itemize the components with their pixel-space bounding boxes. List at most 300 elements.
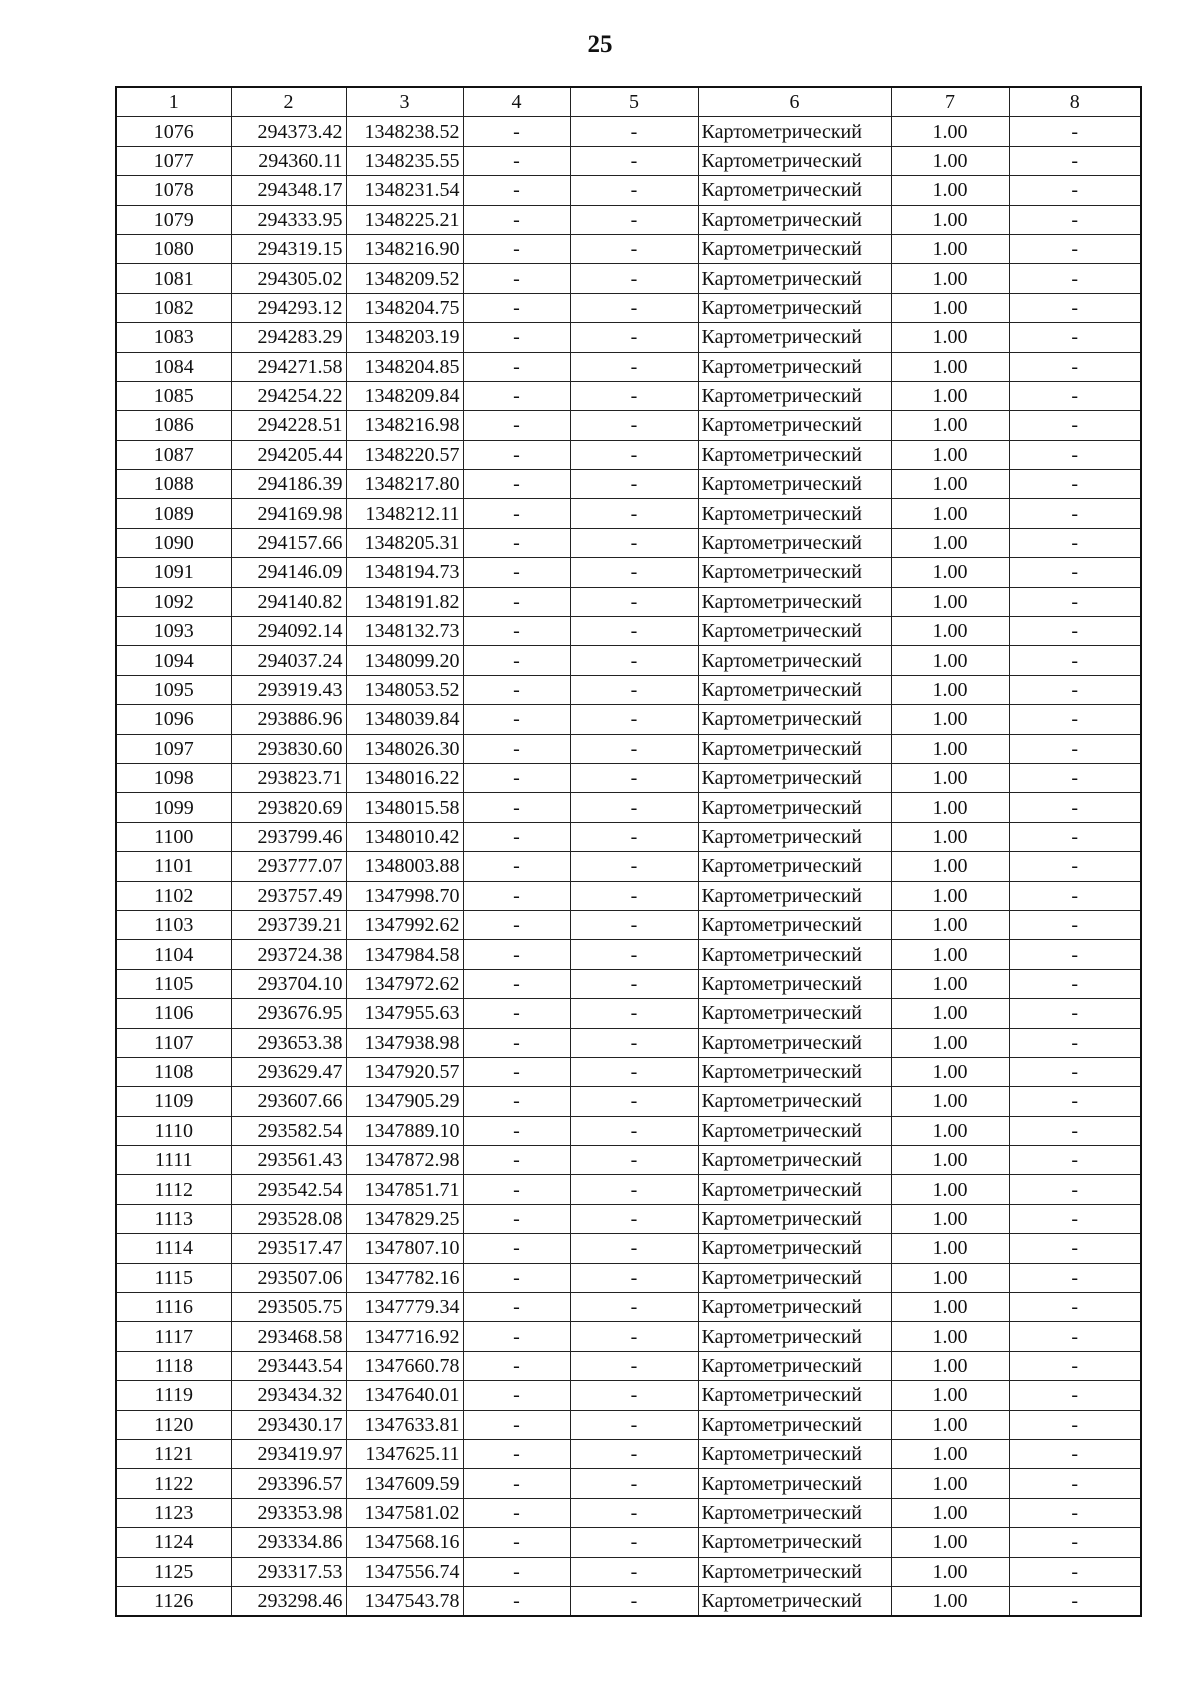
cell-coord-x: 294348.17 (231, 176, 346, 205)
cell-col-4: - (463, 646, 570, 675)
cell-col-4: - (463, 763, 570, 792)
table-row (116, 352, 1141, 381)
cell-col-4: - (463, 323, 570, 352)
cell-col-8: - (1009, 1028, 1141, 1057)
cell-coord-y: 1348220.57 (346, 440, 463, 469)
cell-coord-y: 1348231.54 (346, 176, 463, 205)
cell-point-number: 1098 (116, 763, 231, 792)
cell-col-8: - (1009, 617, 1141, 646)
cell-col-8: - (1009, 117, 1141, 146)
cell-accuracy: 1.00 (891, 1234, 1009, 1263)
cell-accuracy: 1.00 (891, 734, 1009, 763)
cell-col-4: - (463, 1116, 570, 1145)
cell-col-8: - (1009, 470, 1141, 499)
cell-coord-x: 293823.71 (231, 763, 346, 792)
cell-coord-x: 293419.97 (231, 1439, 346, 1468)
cell-coord-y: 1347998.70 (346, 881, 463, 910)
table-row (116, 1586, 1141, 1616)
cell-accuracy: 1.00 (891, 1087, 1009, 1116)
cell-method: Картометрический (698, 1410, 891, 1439)
cell-coord-y: 1348212.11 (346, 499, 463, 528)
cell-coord-x: 294146.09 (231, 558, 346, 587)
table-row (116, 558, 1141, 587)
cell-point-number: 1087 (116, 440, 231, 469)
cell-col-8: - (1009, 1439, 1141, 1468)
cell-coord-y: 1348225.21 (346, 205, 463, 234)
cell-point-number: 1100 (116, 822, 231, 851)
table-row (116, 1557, 1141, 1586)
cell-point-number: 1112 (116, 1175, 231, 1204)
cell-accuracy: 1.00 (891, 558, 1009, 587)
cell-coord-y: 1347992.62 (346, 910, 463, 939)
table-row (116, 264, 1141, 293)
cell-coord-y: 1347640.01 (346, 1381, 463, 1410)
cell-coord-x: 294228.51 (231, 411, 346, 440)
cell-point-number: 1111 (116, 1146, 231, 1175)
cell-point-number: 1090 (116, 528, 231, 557)
cell-coord-y: 1348204.85 (346, 352, 463, 381)
cell-method: Картометрический (698, 705, 891, 734)
cell-coord-x: 294319.15 (231, 234, 346, 263)
cell-coord-y: 1347568.16 (346, 1528, 463, 1557)
cell-coord-y: 1347889.10 (346, 1116, 463, 1145)
cell-col-8: - (1009, 1381, 1141, 1410)
cell-coord-x: 294305.02 (231, 264, 346, 293)
cell-method: Картометрический (698, 1204, 891, 1233)
cell-method: Картометрический (698, 1116, 891, 1145)
cell-coord-x: 293653.38 (231, 1028, 346, 1057)
cell-col-4: - (463, 881, 570, 910)
cell-col-4: - (463, 705, 570, 734)
cell-coord-y: 1347984.58 (346, 940, 463, 969)
cell-col-8: - (1009, 411, 1141, 440)
cell-accuracy: 1.00 (891, 411, 1009, 440)
cell-accuracy: 1.00 (891, 969, 1009, 998)
cell-coord-y: 1348132.73 (346, 617, 463, 646)
cell-coord-y: 1347581.02 (346, 1498, 463, 1527)
table-row (116, 1234, 1141, 1263)
cell-point-number: 1081 (116, 264, 231, 293)
cell-col-5: - (570, 117, 698, 146)
cell-coord-y: 1348003.88 (346, 852, 463, 881)
cell-accuracy: 1.00 (891, 1204, 1009, 1233)
cell-accuracy: 1.00 (891, 705, 1009, 734)
cell-col-8: - (1009, 910, 1141, 939)
cell-col-8: - (1009, 1087, 1141, 1116)
cell-col-8: - (1009, 1263, 1141, 1292)
cell-accuracy: 1.00 (891, 205, 1009, 234)
cell-col-8: - (1009, 705, 1141, 734)
column-header-1: 1 (116, 87, 231, 117)
cell-coord-x: 293739.21 (231, 910, 346, 939)
cell-col-8: - (1009, 528, 1141, 557)
cell-col-5: - (570, 1116, 698, 1145)
cell-col-4: - (463, 910, 570, 939)
cell-coord-y: 1347905.29 (346, 1087, 463, 1116)
cell-coord-y: 1347972.62 (346, 969, 463, 998)
table-row (116, 881, 1141, 910)
cell-method: Картометрический (698, 646, 891, 675)
cell-coord-y: 1347716.92 (346, 1322, 463, 1351)
cell-point-number: 1085 (116, 381, 231, 410)
cell-coord-y: 1347807.10 (346, 1234, 463, 1263)
cell-col-4: - (463, 1381, 570, 1410)
cell-col-5: - (570, 763, 698, 792)
cell-coord-x: 293757.49 (231, 881, 346, 910)
cell-accuracy: 1.00 (891, 117, 1009, 146)
cell-accuracy: 1.00 (891, 1351, 1009, 1380)
cell-col-4: - (463, 117, 570, 146)
cell-coord-y: 1348216.98 (346, 411, 463, 440)
cell-point-number: 1116 (116, 1293, 231, 1322)
cell-col-4: - (463, 293, 570, 322)
cell-coord-x: 293704.10 (231, 969, 346, 998)
cell-method: Картометрический (698, 793, 891, 822)
cell-coord-x: 293298.46 (231, 1586, 346, 1616)
cell-method: Картометрический (698, 675, 891, 704)
cell-accuracy: 1.00 (891, 852, 1009, 881)
cell-col-8: - (1009, 146, 1141, 175)
cell-col-5: - (570, 558, 698, 587)
cell-accuracy: 1.00 (891, 264, 1009, 293)
cell-coord-x: 293629.47 (231, 1057, 346, 1086)
table-row (116, 1028, 1141, 1057)
cell-col-8: - (1009, 940, 1141, 969)
cell-point-number: 1083 (116, 323, 231, 352)
table-row (116, 528, 1141, 557)
cell-coord-y: 1347779.34 (346, 1293, 463, 1322)
cell-coord-x: 293505.75 (231, 1293, 346, 1322)
cell-accuracy: 1.00 (891, 1028, 1009, 1057)
cell-col-8: - (1009, 264, 1141, 293)
cell-point-number: 1094 (116, 646, 231, 675)
cell-col-5: - (570, 1469, 698, 1498)
cell-col-5: - (570, 234, 698, 263)
cell-col-8: - (1009, 793, 1141, 822)
cell-col-5: - (570, 1234, 698, 1263)
cell-coord-x: 293468.58 (231, 1322, 346, 1351)
cell-method: Картометрический (698, 293, 891, 322)
table-row (116, 470, 1141, 499)
cell-coord-y: 1347633.81 (346, 1410, 463, 1439)
cell-col-4: - (463, 440, 570, 469)
cell-col-4: - (463, 528, 570, 557)
cell-col-4: - (463, 1528, 570, 1557)
cell-coord-x: 294092.14 (231, 617, 346, 646)
cell-col-8: - (1009, 675, 1141, 704)
cell-coord-x: 293820.69 (231, 793, 346, 822)
cell-col-8: - (1009, 234, 1141, 263)
cell-coord-y: 1348010.42 (346, 822, 463, 851)
cell-col-5: - (570, 1410, 698, 1439)
cell-accuracy: 1.00 (891, 352, 1009, 381)
cell-col-5: - (570, 734, 698, 763)
cell-coord-y: 1347920.57 (346, 1057, 463, 1086)
table-row (116, 1087, 1141, 1116)
cell-col-4: - (463, 969, 570, 998)
cell-col-8: - (1009, 999, 1141, 1028)
cell-col-5: - (570, 852, 698, 881)
cell-col-8: - (1009, 381, 1141, 410)
cell-accuracy: 1.00 (891, 1293, 1009, 1322)
cell-col-8: - (1009, 1586, 1141, 1616)
cell-col-5: - (570, 470, 698, 499)
cell-coord-y: 1348238.52 (346, 117, 463, 146)
cell-point-number: 1097 (116, 734, 231, 763)
table-row (116, 205, 1141, 234)
column-header-7: 7 (891, 87, 1009, 117)
cell-point-number: 1082 (116, 293, 231, 322)
cell-coord-x: 293919.43 (231, 675, 346, 704)
table-row (116, 411, 1141, 440)
cell-col-5: - (570, 1557, 698, 1586)
cell-point-number: 1106 (116, 999, 231, 1028)
cell-col-4: - (463, 146, 570, 175)
cell-col-5: - (570, 528, 698, 557)
cell-point-number: 1121 (116, 1439, 231, 1468)
table-row (116, 1528, 1141, 1557)
cell-col-5: - (570, 205, 698, 234)
cell-coord-x: 294333.95 (231, 205, 346, 234)
cell-accuracy: 1.00 (891, 881, 1009, 910)
cell-coord-y: 1347938.98 (346, 1028, 463, 1057)
cell-accuracy: 1.00 (891, 763, 1009, 792)
cell-accuracy: 1.00 (891, 1057, 1009, 1086)
cell-accuracy: 1.00 (891, 999, 1009, 1028)
cell-col-8: - (1009, 734, 1141, 763)
cell-col-8: - (1009, 293, 1141, 322)
table-row (116, 1146, 1141, 1175)
table-row (116, 176, 1141, 205)
cell-col-5: - (570, 1146, 698, 1175)
page-number: 25 (587, 31, 613, 58)
cell-col-5: - (570, 675, 698, 704)
cell-col-5: - (570, 146, 698, 175)
cell-point-number: 1076 (116, 117, 231, 146)
cell-col-4: - (463, 852, 570, 881)
cell-method: Картометрический (698, 264, 891, 293)
cell-method: Картометрический (698, 1322, 891, 1351)
cell-accuracy: 1.00 (891, 293, 1009, 322)
cell-col-8: - (1009, 1175, 1141, 1204)
cell-col-8: - (1009, 1557, 1141, 1586)
cell-coord-y: 1348217.80 (346, 470, 463, 499)
cell-method: Картометрический (698, 558, 891, 587)
cell-method: Картометрический (698, 969, 891, 998)
cell-col-4: - (463, 234, 570, 263)
cell-col-4: - (463, 499, 570, 528)
cell-method: Картометрический (698, 1028, 891, 1057)
table-row (116, 1381, 1141, 1410)
cell-point-number: 1086 (116, 411, 231, 440)
table-row (116, 1439, 1141, 1468)
cell-coord-x: 294205.44 (231, 440, 346, 469)
cell-coord-x: 293517.47 (231, 1234, 346, 1263)
cell-coord-x: 294169.98 (231, 499, 346, 528)
cell-accuracy: 1.00 (891, 1175, 1009, 1204)
table-row (116, 234, 1141, 263)
cell-coord-y: 1347625.11 (346, 1439, 463, 1468)
cell-method: Картометрический (698, 1528, 891, 1557)
cell-accuracy: 1.00 (891, 470, 1009, 499)
cell-point-number: 1104 (116, 940, 231, 969)
cell-accuracy: 1.00 (891, 587, 1009, 616)
cell-col-5: - (570, 1381, 698, 1410)
cell-coord-y: 1348209.52 (346, 264, 463, 293)
cell-col-4: - (463, 1087, 570, 1116)
cell-point-number: 1105 (116, 969, 231, 998)
cell-accuracy: 1.00 (891, 910, 1009, 939)
table-row (116, 675, 1141, 704)
cell-method: Картометрический (698, 1263, 891, 1292)
cell-col-8: - (1009, 323, 1141, 352)
table-row (116, 1204, 1141, 1233)
cell-point-number: 1078 (116, 176, 231, 205)
cell-point-number: 1114 (116, 1234, 231, 1263)
cell-method: Картометрический (698, 1381, 891, 1410)
cell-col-5: - (570, 411, 698, 440)
table-row (116, 969, 1141, 998)
cell-method: Картометрический (698, 1293, 891, 1322)
cell-method: Картометрический (698, 587, 891, 616)
cell-col-4: - (463, 1028, 570, 1057)
cell-col-5: - (570, 499, 698, 528)
cell-col-4: - (463, 734, 570, 763)
table-row (116, 587, 1141, 616)
cell-method: Картометрический (698, 1234, 891, 1263)
cell-col-4: - (463, 1439, 570, 1468)
cell-method: Картометрический (698, 440, 891, 469)
cell-coord-y: 1348216.90 (346, 234, 463, 263)
cell-point-number: 1096 (116, 705, 231, 734)
cell-col-8: - (1009, 1204, 1141, 1233)
table-row (116, 705, 1141, 734)
cell-coord-x: 293334.86 (231, 1528, 346, 1557)
cell-col-4: - (463, 205, 570, 234)
cell-point-number: 1080 (116, 234, 231, 263)
cell-coord-y: 1348015.58 (346, 793, 463, 822)
cell-method: Картометрический (698, 1087, 891, 1116)
cell-col-4: - (463, 675, 570, 704)
cell-point-number: 1102 (116, 881, 231, 910)
cell-coord-y: 1348205.31 (346, 528, 463, 557)
cell-method: Картометрический (698, 1586, 891, 1616)
cell-method: Картометрический (698, 1469, 891, 1498)
cell-coord-y: 1348191.82 (346, 587, 463, 616)
table-row (116, 293, 1141, 322)
cell-accuracy: 1.00 (891, 499, 1009, 528)
cell-coord-x: 294373.42 (231, 117, 346, 146)
cell-method: Картометрический (698, 734, 891, 763)
cell-coord-x: 294283.29 (231, 323, 346, 352)
table-row (116, 734, 1141, 763)
cell-coord-y: 1348194.73 (346, 558, 463, 587)
cell-col-5: - (570, 969, 698, 998)
cell-coord-y: 1347851.71 (346, 1175, 463, 1204)
cell-point-number: 1079 (116, 205, 231, 234)
cell-coord-x: 294186.39 (231, 470, 346, 499)
cell-col-5: - (570, 1528, 698, 1557)
column-header-2: 2 (231, 87, 346, 117)
cell-col-5: - (570, 1175, 698, 1204)
cell-col-4: - (463, 352, 570, 381)
cell-coord-x: 294157.66 (231, 528, 346, 557)
cell-coord-x: 293561.43 (231, 1146, 346, 1175)
cell-accuracy: 1.00 (891, 1439, 1009, 1468)
table-row (116, 763, 1141, 792)
table-row (116, 1057, 1141, 1086)
cell-col-4: - (463, 1557, 570, 1586)
cell-col-4: - (463, 1498, 570, 1527)
cell-point-number: 1124 (116, 1528, 231, 1557)
cell-col-4: - (463, 1293, 570, 1322)
cell-coord-y: 1347556.74 (346, 1557, 463, 1586)
cell-point-number: 1089 (116, 499, 231, 528)
cell-method: Картометрический (698, 499, 891, 528)
cell-coord-x: 294360.11 (231, 146, 346, 175)
cell-col-5: - (570, 910, 698, 939)
table-header-row (116, 87, 1141, 117)
cell-point-number: 1126 (116, 1586, 231, 1616)
cell-accuracy: 1.00 (891, 1381, 1009, 1410)
cell-coord-y: 1347782.16 (346, 1263, 463, 1292)
cell-col-8: - (1009, 1528, 1141, 1557)
cell-accuracy: 1.00 (891, 1498, 1009, 1527)
cell-accuracy: 1.00 (891, 1586, 1009, 1616)
cell-method: Картометрический (698, 822, 891, 851)
table-body (116, 117, 1141, 1616)
cell-accuracy: 1.00 (891, 793, 1009, 822)
table-row (116, 146, 1141, 175)
cell-method: Картометрический (698, 146, 891, 175)
cell-col-5: - (570, 1498, 698, 1527)
coordinates-table (115, 86, 1142, 1617)
cell-coord-x: 293507.06 (231, 1263, 346, 1292)
column-header-5: 5 (570, 87, 698, 117)
table-row (116, 1175, 1141, 1204)
cell-col-5: - (570, 440, 698, 469)
cell-method: Картометрический (698, 1557, 891, 1586)
cell-coord-y: 1347660.78 (346, 1351, 463, 1380)
cell-method: Картометрический (698, 617, 891, 646)
cell-point-number: 1109 (116, 1087, 231, 1116)
cell-col-8: - (1009, 852, 1141, 881)
cell-col-5: - (570, 323, 698, 352)
cell-point-number: 1117 (116, 1322, 231, 1351)
cell-coord-x: 293396.57 (231, 1469, 346, 1498)
cell-point-number: 1084 (116, 352, 231, 381)
cell-col-4: - (463, 470, 570, 499)
cell-point-number: 1093 (116, 617, 231, 646)
cell-col-8: - (1009, 763, 1141, 792)
cell-col-8: - (1009, 1234, 1141, 1263)
cell-accuracy: 1.00 (891, 1410, 1009, 1439)
cell-method: Картометрический (698, 1351, 891, 1380)
cell-col-4: - (463, 999, 570, 1028)
cell-accuracy: 1.00 (891, 940, 1009, 969)
cell-method: Картометрический (698, 470, 891, 499)
cell-accuracy: 1.00 (891, 528, 1009, 557)
cell-method: Картометрический (698, 1146, 891, 1175)
cell-point-number: 1095 (116, 675, 231, 704)
cell-col-8: - (1009, 822, 1141, 851)
table-row (116, 910, 1141, 939)
cell-col-4: - (463, 617, 570, 646)
cell-coord-x: 293724.38 (231, 940, 346, 969)
cell-point-number: 1120 (116, 1410, 231, 1439)
cell-col-8: - (1009, 176, 1141, 205)
cell-coord-y: 1348053.52 (346, 675, 463, 704)
